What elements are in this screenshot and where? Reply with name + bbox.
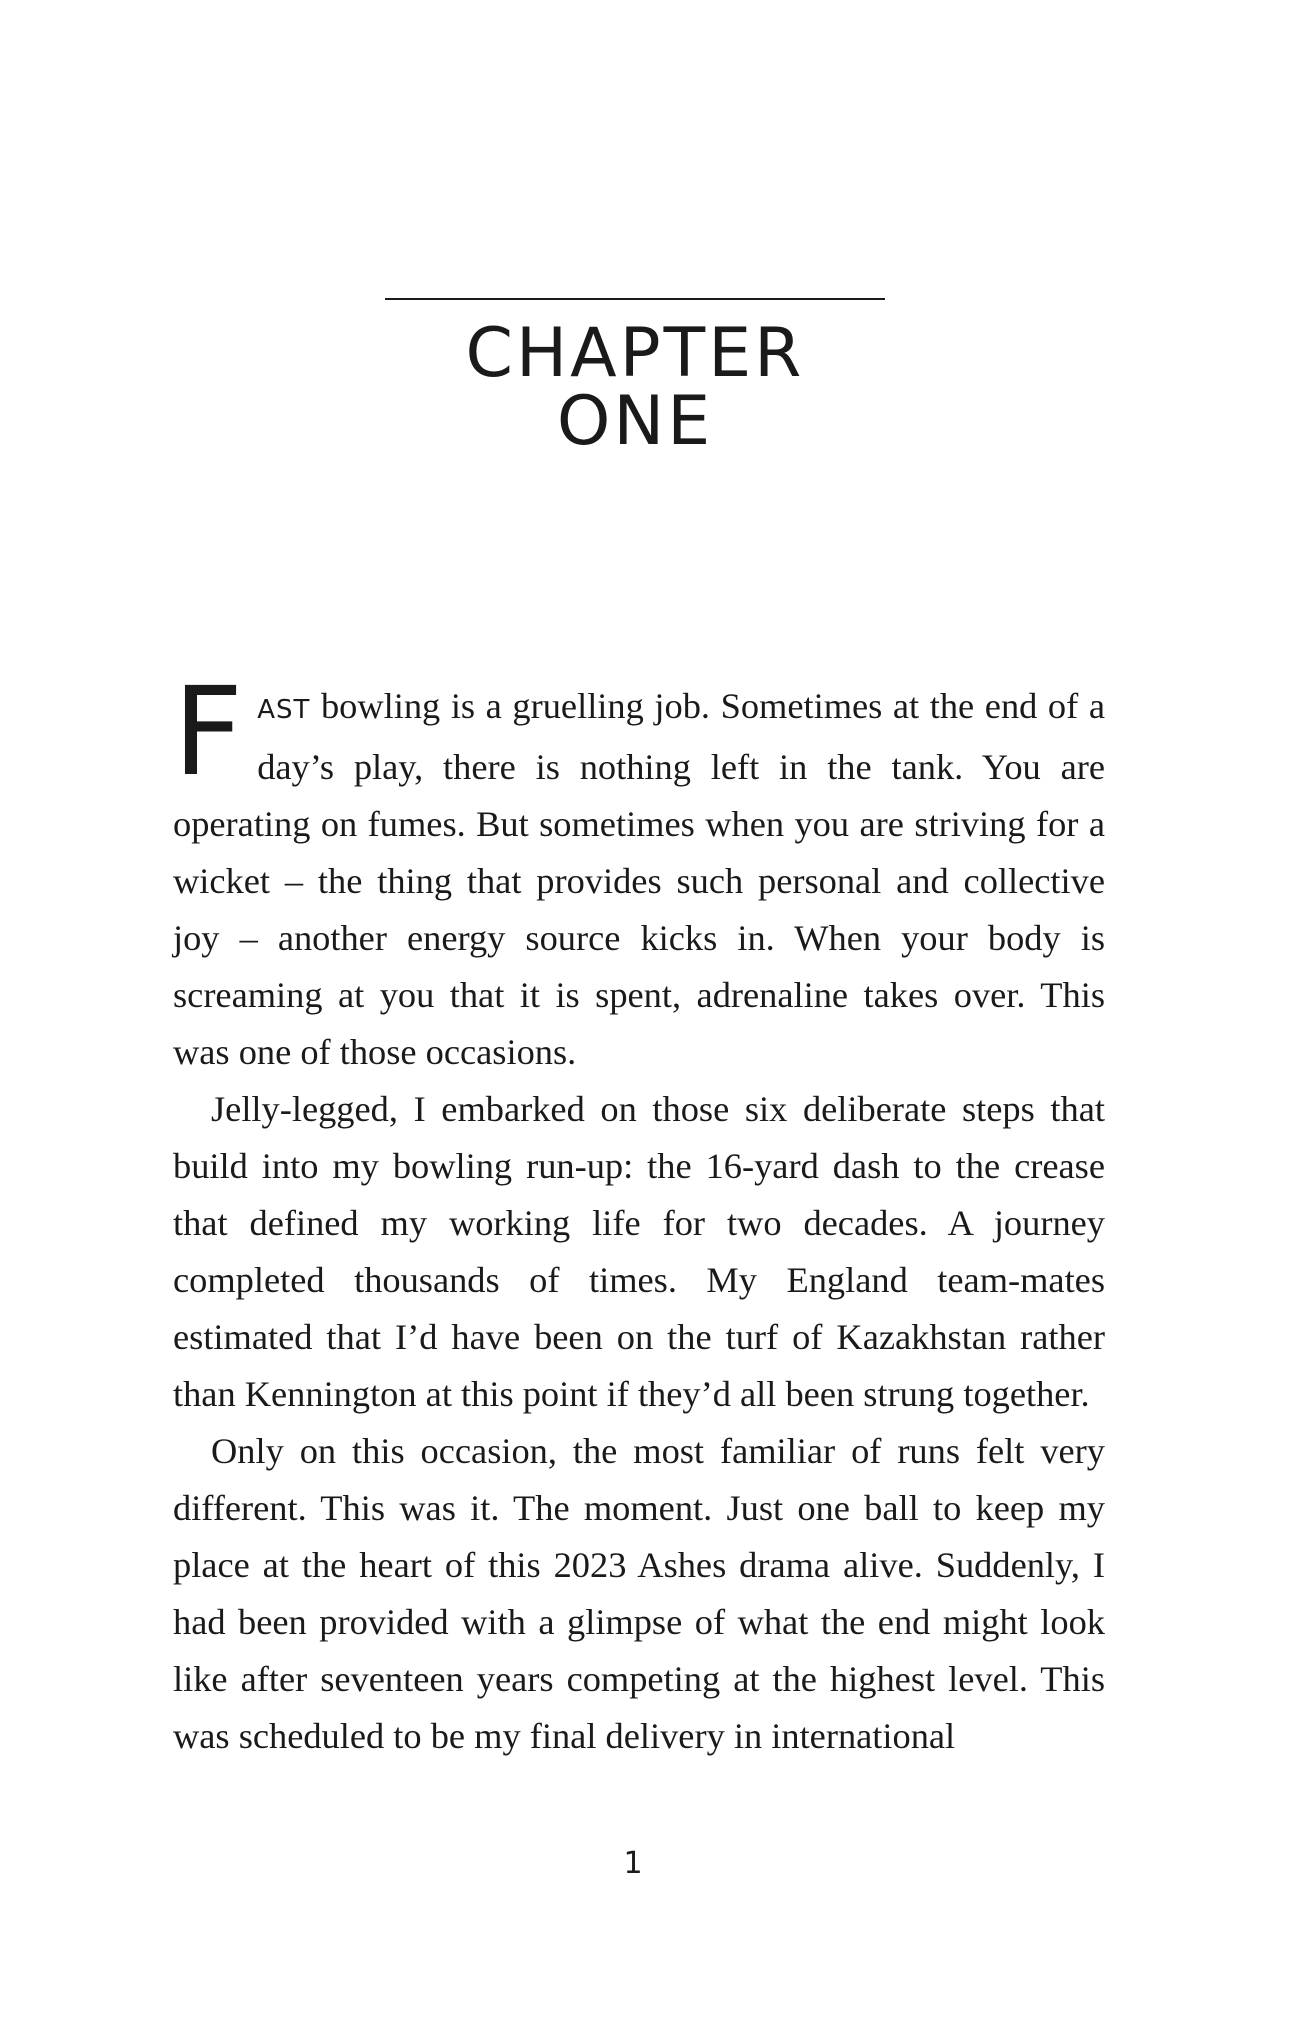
chapter-rule <box>385 298 885 300</box>
page-number: 1 <box>623 1846 643 1881</box>
drop-cap: F <box>173 661 244 803</box>
paragraph-2: Jelly-legged, I embarked on those six deliberate steps that build into my bowling run-up: the 16-yard dash to the crease that defined my working life for two decades. A journey completed thousands of times. My England team-mates estimated that I’d have been on the turf of Kazakhstan rather than Kennington at this point if they’d all been strung together. <box>173 1089 1105 1414</box>
chapter-title: CHAPTER ONE <box>465 314 805 461</box>
paragraph-1-text: bowling is a gruelling job. Sometimes at the end of a day’s play, there is nothing left in the tank. You are operating on fumes. But sometimes when you are striving for a wicket – the thing that provides such personal and collective joy – another energy source kicks in. When your body is screaming at you that it is spent, adrenaline takes over. This was one of those occasions. <box>173 686 1105 1072</box>
body-text <box>173 661 1105 1765</box>
paragraph-3: Only on this occasion, the most familiar of runs felt very different. This was it. The moment. Just one ball to keep my place at the heart of this 2023 Ashes drama alive. Suddenly, I had been provided with a glimpse of what the end might look like after seventeen years competing at the highest level. This was scheduled to be my final delivery in international <box>173 1431 1105 1756</box>
opening-small-caps: AST <box>257 695 311 725</box>
paragraph-1 <box>173 661 1105 1081</box>
